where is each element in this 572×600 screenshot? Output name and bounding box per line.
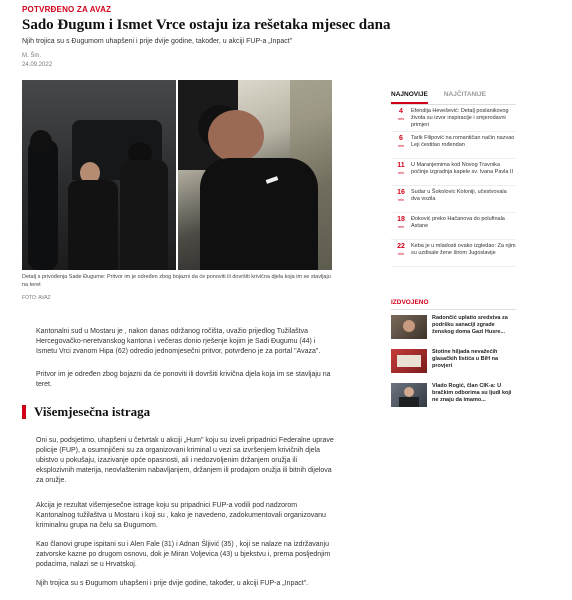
- paragraph-6: Njih trojica su s Đugumom uhapšeni i prije dvije godine, također, u akciji FUP-a „Inpact".: [36, 580, 309, 587]
- paragraph-5: Kao članovi grupe ispitani su i Alen Fale (31) i Adnan Šljivić (35) , koji se nalaze na izdržavanju zatvorske kazne po drugom osnovu, dok je Miran Voljevica (43) u bjekstvu i, prema posljednjim podacima, nalazi se u Hrvatskoj.: [36, 541, 331, 568]
- featured-divider: [391, 309, 516, 310]
- subheading: [22, 404, 150, 420]
- featured-headline[interactable]: Stotine hiljada nevažećih glasačkih listića u BiH na provjeri: [432, 349, 499, 369]
- news-tabs: [391, 91, 516, 105]
- news-headline[interactable]: Sudar u Šokolovic Koloniji, učestvovala dva vozila: [411, 189, 507, 202]
- list-item[interactable]: [391, 383, 516, 407]
- list-item[interactable]: [391, 349, 516, 373]
- featured-headline[interactable]: Vlado Rogić, član CIK-a: U bračkim odborima su ljudi koji ne znaju da imamo...: [432, 383, 512, 403]
- photo-credit: FOTO: AVAZ: [22, 295, 51, 301]
- news-headline[interactable]: Efendija Hevešević: Detalj poslanikovog života su izvor inspiracije i smjerodavni primjeri: [411, 108, 509, 128]
- list-item[interactable]: [391, 243, 516, 267]
- featured-thumbnail[interactable]: [391, 315, 427, 339]
- photo-caption: Detalj s privođenja Sade Đugume: Pritvor im je određen zbog bojazni da će ponoviti ili dovršiti krivična djela koja im se stavljaju na teret: [22, 274, 331, 288]
- article-lead: Njih trojica su s Đugumom uhapšeni i prije dvije godine, također, u akciji FUP-a „Inpact": [22, 38, 293, 45]
- list-item[interactable]: [391, 108, 516, 132]
- paragraph-3: Oni su, podsjetimo, uhapšeni u četvrtak u akciji „Hum" koju su izveli pripadnici Federalne uprave policije (FUP), a osumnjičeni su za organizovani kriminal u vezi sa izvršenjem krivičnih djela ubistvo u pokušaju, izazivanje opće opasnosti, ali i nedozvoljenim držanjem oružja ili eksplozivnih materija, neovlaštenim nabavljanjem, držanjem ili prodajom oružja ili bitnih dijelova za oružje.: [36, 437, 334, 484]
- subheading-text: Višemjesečna istraga: [34, 404, 151, 419]
- featured-label: IZDVOJENO: [391, 299, 429, 306]
- photo-panel-right: [178, 80, 332, 270]
- time-ago: 11 min: [397, 162, 405, 175]
- time-ago: 4 min: [397, 108, 405, 121]
- news-headline[interactable]: U Maranjemima kod Novog Travnika počinje izgradnja kapele sv. Ivana Pavla II: [411, 162, 514, 175]
- tab-most-read[interactable]: NAJČITANIJE: [443, 91, 486, 98]
- list-item[interactable]: [391, 162, 516, 186]
- paragraph-1: Kantonalni sud u Mostaru je , nakon danas održanog ročišta, uvažio prijedlog Tužilaštva Hercegovačko-neretvanskog kantona i večeras donio rješenje kojim je Sadi Đugumu (44) i Ismetu Vrci zvanom Hipa (62) odredio jednomjesečni pritvor, potvrđeno je za portal "Avaza".: [36, 328, 321, 355]
- time-ago: 16 min: [397, 189, 405, 202]
- paragraph-4: Akcija je rezultat višemjesečne istrage koju su pripadnici FUP-a vodili pod nadzorom Kantonalnog tužilaštva u Mostaru i koji su , kako je navedeno, zadokumentovali organizovanu kriminalnu grupa na čelu sa Đugumom.: [36, 502, 326, 529]
- time-ago: 18 min: [397, 216, 405, 229]
- news-headline[interactable]: Tarik Filipović na romantičan način nazvao Leji čestitao rođendan: [411, 135, 515, 148]
- paragraph-2: Pritvor im je određen zbog bojazni da će ponoviti ili dovršiti krivična djela koja im se stavljaju na teret.: [36, 371, 331, 388]
- list-item[interactable]: [391, 315, 516, 339]
- article-date: 24.09.2022: [22, 62, 53, 68]
- list-item[interactable]: [391, 189, 516, 213]
- article-photo[interactable]: [22, 80, 332, 270]
- tab-latest[interactable]: NAJNOVIJE: [391, 91, 428, 104]
- news-headline[interactable]: Đoković preko Hačanova do polufinala Astane: [411, 216, 505, 229]
- latest-news-list: [391, 108, 516, 270]
- featured-thumbnail[interactable]: [391, 383, 427, 407]
- time-ago: 22 min: [397, 243, 405, 256]
- photo-panel-left: [22, 80, 176, 270]
- list-item[interactable]: [391, 216, 516, 240]
- article-title: Sado Đugum i Ismet Vrce ostaju iza rešetaka mjesec dana: [22, 17, 391, 33]
- featured-list: [391, 315, 516, 417]
- list-item[interactable]: [391, 135, 516, 159]
- article-author[interactable]: M. Šm.: [22, 53, 41, 59]
- subheading-accent-bar: [22, 405, 26, 419]
- featured-thumbnail[interactable]: [391, 349, 427, 373]
- featured-headline[interactable]: Radončić uplatio sredstva za podršku sanaciji zgrade ženskog doma Gazi Husre...: [432, 315, 508, 335]
- article-kicker: POTVRĐENO ZA AVAZ: [22, 5, 112, 14]
- time-ago: 6 min: [397, 135, 405, 148]
- news-headline[interactable]: Keba je u mladosti ovako izgledao: Za njim su uzdisale žene širom Jugoslavije: [411, 243, 516, 256]
